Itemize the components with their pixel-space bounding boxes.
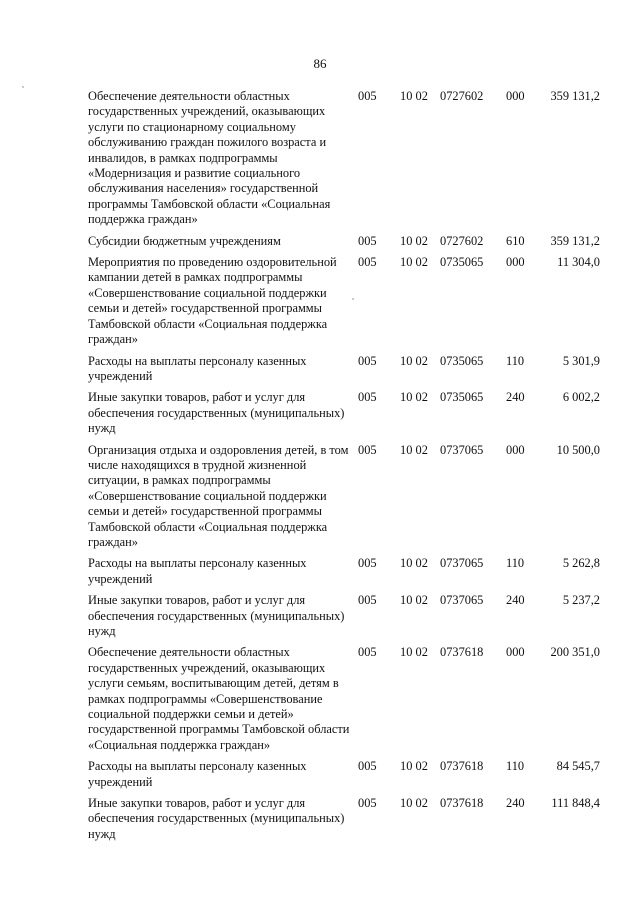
section-code: 10 02 [400,556,428,571]
expense-type-code: 000 [506,255,525,270]
table-row [88,348,600,385]
target-article-code: 0737618 [440,645,484,660]
section-code: 10 02 [400,390,428,405]
ministry-code: 005 [358,233,377,248]
target-article-code: 0727602 [440,89,484,103]
ministry-code: 005 [358,390,377,405]
section-code: 10 02 [400,353,428,368]
amount: 200 351,0 [550,645,600,660]
expense-name: Субсидии бюджетным учреждениям [88,233,281,248]
expense-type-code: 000 [506,645,525,660]
ministry-code: 005 [358,442,377,457]
section-code: 10 02 [400,442,428,457]
expense-type-code: 240 [506,593,525,608]
expense-type-code: 610 [506,233,525,248]
amount: 11 304,0 [557,255,600,270]
target-article-code: 0735065 [440,353,484,368]
ministry-code: 005 [358,255,377,270]
table-row [88,587,600,639]
section-code: 10 02 [400,233,428,248]
ministry-code: 005 [358,556,377,571]
table-row [88,790,600,842]
table-row [88,228,600,249]
section-code: 10 02 [400,255,428,270]
table-row [88,384,600,436]
amount: 359 131,2 [550,233,600,248]
expense-name: Иные закупки товаров, работ и услуг для обеспечения государственных (муниципальных) нужд [88,593,345,638]
expense-type-code: 240 [506,796,525,811]
table-row [88,550,600,587]
expense-type-code: 110 [506,556,525,571]
target-article-code: 0735065 [440,390,484,405]
page-number: 86 [313,56,327,71]
expense-type-code: 000 [506,442,525,457]
amount: 5 301,9 [562,353,600,368]
amount: 6 002,2 [562,390,600,405]
target-article-code: 0737065 [440,442,484,457]
ministry-code: 005 [358,796,377,811]
amount: 84 545,7 [556,759,600,774]
target-article-code: 0737618 [440,796,484,811]
section-code: 10 02 [400,89,428,103]
expense-name: Расходы на выплаты персоналу казенных учреждений [88,759,307,789]
amount: 5 262,8 [562,556,600,571]
scan-speck [22,86,24,88]
section-code: 10 02 [400,645,428,660]
amount: 359 131,2 [550,89,600,103]
amount: 10 500,0 [556,442,600,457]
amount: 5 237,2 [562,593,600,608]
expense-name: Расходы на выплаты персоналу казенных учреждений [88,353,307,383]
table-row [88,437,600,551]
amount: 111 848,4 [551,796,600,811]
target-article-code: 0735065 [440,255,484,270]
table-row [88,753,600,790]
section-code: 10 02 [400,759,428,774]
expense-name: Организация отдыха и оздоровления детей, в том числе находящихся в трудной жизненной ситуации, в рамках подпрограммы «Совершенствование социальной поддержки семьи и детей» государственной программы Тамбовской области «Социальная поддержка граждан» [88,442,349,549]
ministry-code: 005 [358,593,377,608]
ministry-code: 005 [358,759,377,774]
table-row [88,89,600,228]
ministry-code: 005 [358,89,377,103]
target-article-code: 0727602 [440,233,484,248]
ministry-code: 005 [358,353,377,368]
target-article-code: 0737065 [440,593,484,608]
expense-name: Иные закупки товаров, работ и услуг для обеспечения государственных (муниципальных) нужд [88,796,345,841]
section-code: 10 02 [400,796,428,811]
expense-name: Расходы на выплаты персоналу казенных учреждений [88,556,307,586]
ministry-code: 005 [358,645,377,660]
table-row [88,249,600,347]
target-article-code: 0737065 [440,556,484,571]
expense-type-code: 110 [506,353,525,368]
expense-type-code: 240 [506,390,525,405]
expense-name: Обеспечение деятельности областных государственных учреждений, оказывающих услуги семьям, воспитывающим детей, детям в рамках подпрограммы «Совершенствование социальной поддержки семьи и детей» государственной программы Тамбовской области «Социальная поддержка граждан» [88,645,350,752]
expense-type-code: 000 [506,89,525,103]
expense-name: Мероприятия по проведению оздоровительной кампании детей в рамках подпрограммы «Совершенствование социальной поддержки семьи и детей» государственной программы Тамбовской области «Социальная поддержка граждан» [88,255,337,347]
budget-table [88,89,600,842]
expense-type-code: 110 [506,759,525,774]
table-row [88,639,600,753]
expense-name: Иные закупки товаров, работ и услуг для обеспечения государственных (муниципальных) нужд [88,390,345,436]
target-article-code: 0737618 [440,759,484,774]
section-code: 10 02 [400,593,428,608]
expense-name: Обеспечение деятельности областных государственных учреждений, оказывающих услуги по стационарному социальному обслуживанию граждан пожилого возраста и инвалидов, в рамках подпрограммы «Модернизация и развитие социального обслуживания населения» государственной программы Тамбовской области «Социальная поддержка граждан» [88,89,331,227]
